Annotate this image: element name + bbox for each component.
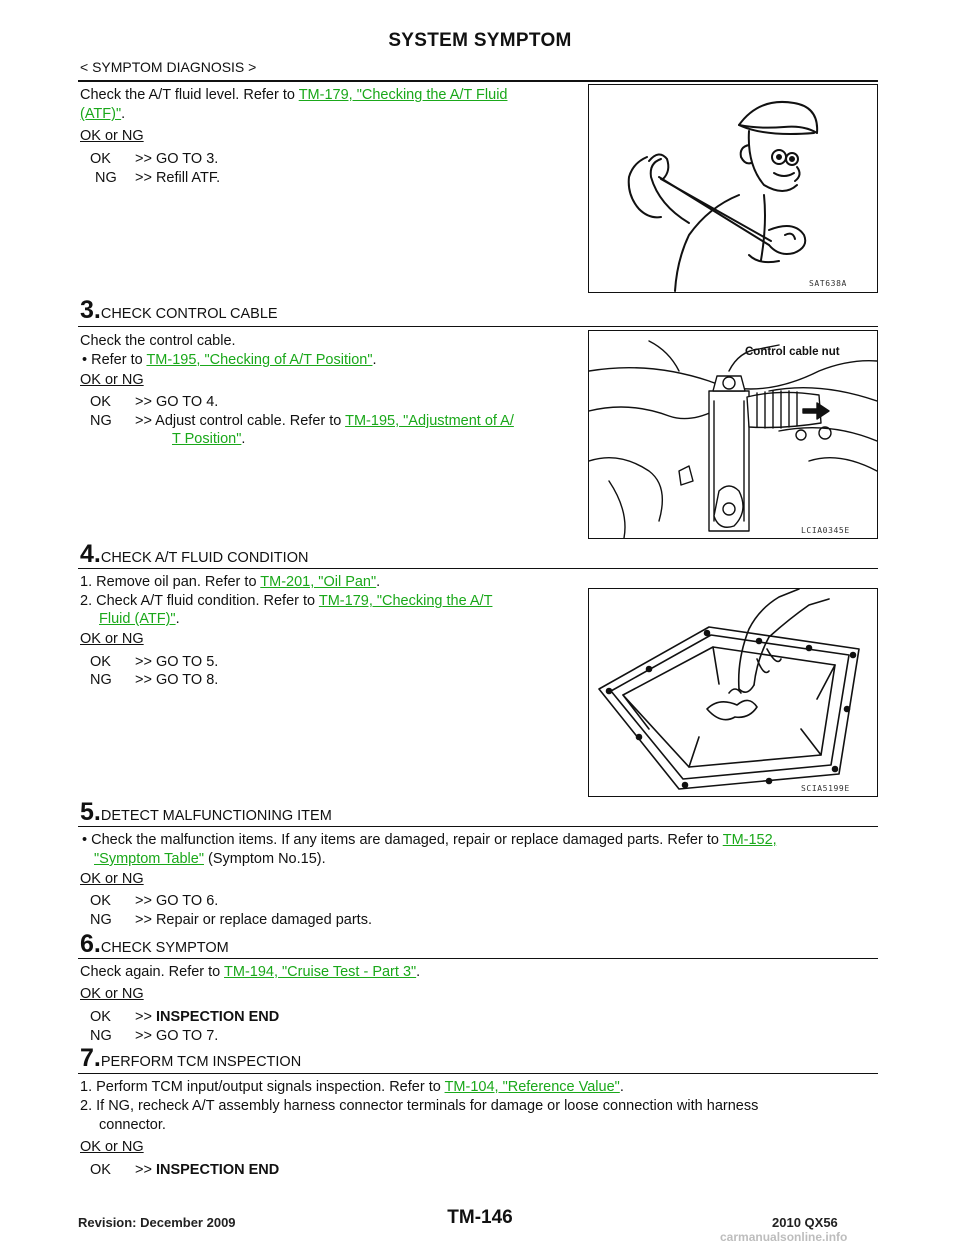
step5-rule xyxy=(78,826,878,827)
step4-ng-code: NG xyxy=(90,672,112,688)
step2-check-line2: (ATF)". xyxy=(80,106,126,122)
page-title: SYSTEM SYMPTOM xyxy=(388,30,572,51)
step4-ok-result: >> GO TO 5. xyxy=(135,654,219,670)
step5-bullet: • Check the malfunction items. If any items are damaged, repair or replace damaged parts. Refer to TM-152, xyxy=(82,832,777,848)
link-tm104-reference[interactable]: TM-104, "Reference Value" xyxy=(444,1079,620,1095)
figure-oil-pan xyxy=(588,588,878,797)
header-rule xyxy=(78,80,878,82)
footer-model: 2010 QX56 xyxy=(772,1215,838,1230)
step2-ng-code: NG xyxy=(95,170,117,186)
step6-ng-result: >> GO TO 7. xyxy=(135,1028,219,1044)
figure-label-control-cable-nut: Control cable nut xyxy=(745,346,840,358)
step5-ng-code: NG xyxy=(90,912,112,928)
step5-ok-ng: OK or NG xyxy=(80,871,144,887)
step3-rule xyxy=(78,326,878,327)
step2-ok-code: OK xyxy=(90,151,111,167)
link-tm195-checking[interactable]: TM-195, "Checking of A/T Position" xyxy=(146,352,373,368)
footer-revision: Revision: December 2009 xyxy=(78,1215,236,1230)
figure-control-cable xyxy=(588,330,878,539)
figure-id-sat638a: SAT638A xyxy=(809,279,847,288)
watermark: carmanualsonline.info xyxy=(720,1230,848,1244)
figure-id-lcia0345e: LCIA0345E xyxy=(801,526,850,535)
footer-page-number: TM-146 xyxy=(447,1207,513,1228)
step3-line1: Check the control cable. xyxy=(80,333,236,349)
step6-ok-code: OK xyxy=(90,1009,111,1025)
step3-ok-ng: OK or NG xyxy=(80,372,144,388)
control-cable-illustration xyxy=(589,331,877,538)
step4-rule xyxy=(78,568,878,569)
step6-ok-result: >> INSPECTION END xyxy=(135,1009,280,1025)
step7-ok-result: >> INSPECTION END xyxy=(135,1162,280,1178)
link-symptom-table[interactable]: "Symptom Table" xyxy=(94,851,204,867)
link-tm179-condition-b[interactable]: Fluid (ATF)" xyxy=(99,611,176,627)
step3-heading: 3.CHECK CONTROL CABLE xyxy=(80,296,278,324)
link-tm195-adjust-b[interactable]: T Position" xyxy=(172,431,242,447)
step3-ok-code: OK xyxy=(90,394,111,410)
link-tm179-condition-a[interactable]: TM-179, "Checking the A/T xyxy=(318,593,493,609)
figure-id-scia5199e: SCIA5199E xyxy=(801,784,850,793)
step4-ok-ng: OK or NG xyxy=(80,631,144,647)
step2-check-line: Check the A/T fluid level. Refer to TM-179, "Checking the A/T Fluid xyxy=(80,87,508,103)
step2-ng-result: >> Refill ATF. xyxy=(135,170,221,186)
step5-ok-result: >> GO TO 6. xyxy=(135,893,219,909)
step6-heading: 6.CHECK SYMPTOM xyxy=(80,930,229,958)
step7-item2: 2. If NG, recheck A/T assembly harness connector terminals for damage or loose connection with harness xyxy=(80,1098,759,1114)
step4-heading: 4.CHECK A/T FLUID CONDITION xyxy=(80,540,309,568)
step7-ok-ng: OK or NG xyxy=(80,1139,144,1155)
step3-ng-result-line2: T Position". xyxy=(172,431,246,447)
link-tm152-a[interactable]: TM-152, xyxy=(722,832,777,848)
link-tm179-a[interactable]: TM-179, "Checking the A/T Fluid xyxy=(298,87,508,103)
step6-line1: Check again. Refer to TM-194, "Cruise Test - Part 3". xyxy=(80,964,421,980)
step3-ng-code: NG xyxy=(90,413,112,429)
step7-heading: 7.PERFORM TCM INSPECTION xyxy=(80,1044,302,1072)
step7-ok-code: OK xyxy=(90,1162,111,1178)
step4-ok-code: OK xyxy=(90,654,111,670)
step4-item2: 2. Check A/T fluid condition. Refer to TM-179, "Checking the A/T xyxy=(80,593,493,609)
step4-item2-line2: Fluid (ATF)". xyxy=(99,611,180,627)
oil-pan-illustration xyxy=(589,589,877,796)
mechanic-illustration xyxy=(589,85,877,292)
step6-ng-code: NG xyxy=(90,1028,112,1044)
step6-ok-ng: OK or NG xyxy=(80,986,144,1002)
link-tm179-b[interactable]: (ATF)" xyxy=(80,106,122,122)
step2-ok-result: >> GO TO 3. xyxy=(135,151,219,167)
step2-ok-ng: OK or NG xyxy=(80,128,144,144)
step6-rule xyxy=(78,958,878,959)
step5-heading: 5.DETECT MALFUNCTIONING ITEM xyxy=(80,798,332,826)
step5-ng-result: >> Repair or replace damaged parts. xyxy=(135,912,372,928)
step3-bullet: • Refer to TM-195, "Checking of A/T Position". xyxy=(82,352,377,368)
step5-bullet-line2: "Symptom Table" (Symptom No.15). xyxy=(94,851,326,867)
step7-item1: 1. Perform TCM input/output signals inspection. Refer to TM-104, "Reference Value". xyxy=(80,1079,624,1095)
step7-rule xyxy=(78,1073,878,1074)
link-tm194-cruise[interactable]: TM-194, "Cruise Test - Part 3" xyxy=(224,964,417,980)
step4-ng-result: >> GO TO 8. xyxy=(135,672,219,688)
figure-mechanic xyxy=(588,84,878,293)
step3-ok-result: >> GO TO 4. xyxy=(135,394,219,410)
step4-item1: 1. Remove oil pan. Refer to TM-201, "Oil Pan". xyxy=(80,574,381,590)
step3-ng-result: >> Adjust control cable. Refer to TM-195, "Adjustment of A/ xyxy=(135,413,514,429)
link-tm195-adjust-a[interactable]: TM-195, "Adjustment of A/ xyxy=(345,413,514,429)
link-tm201-oil-pan[interactable]: TM-201, "Oil Pan" xyxy=(260,574,377,590)
step5-ok-code: OK xyxy=(90,893,111,909)
breadcrumb: < SYMPTOM DIAGNOSIS > xyxy=(80,59,257,75)
step7-item2-line2: connector. xyxy=(99,1117,166,1133)
